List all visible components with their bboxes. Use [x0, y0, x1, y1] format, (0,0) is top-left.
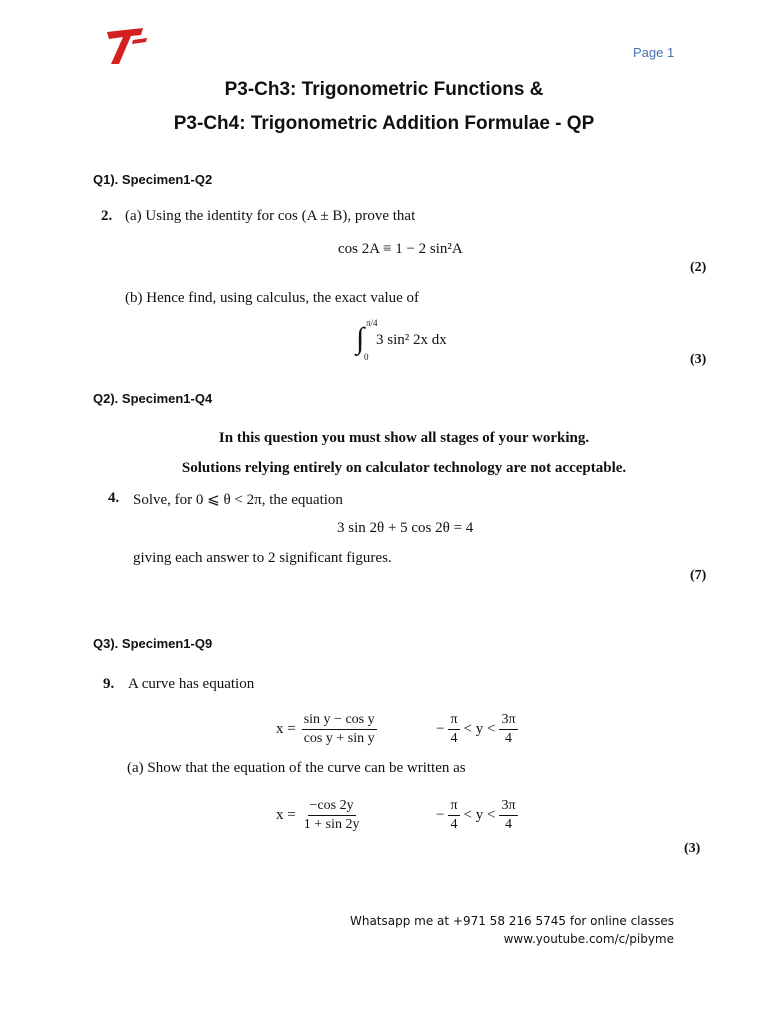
range1-lower-den: 4 — [450, 730, 458, 746]
q3-range-1 — [436, 710, 518, 748]
q2-note: giving each answer to 2 significant figures. — [133, 550, 392, 566]
range1-lower — [448, 711, 459, 748]
page-number: Page 1 — [633, 45, 675, 60]
eq1-fraction — [302, 711, 377, 748]
q2-text: Solve, for 0 ⩽ θ < 2π, the equation — [133, 492, 343, 508]
eq2-lhs: x = — [276, 806, 296, 823]
integrand: 3 sin² 2x dx — [376, 332, 447, 348]
brand-logo-icon — [103, 26, 149, 66]
q2-number: 4. — [108, 490, 120, 506]
q1-integral — [356, 318, 476, 364]
q1-part-a-text: (a) Using the identity for cos (A ± B), prove that — [125, 208, 416, 224]
range2-mid: < y < — [463, 806, 496, 823]
range1-upper-den: 4 — [505, 730, 512, 746]
q1-part-b-text: (b) Hence find, using calculus, the exact value of — [125, 290, 420, 306]
footer — [350, 912, 674, 948]
page-title-line2: P3-Ch4: Trigonometric Addition Formulae - QP — [173, 113, 595, 134]
range1-sign: − — [436, 720, 445, 737]
q3-number: 9. — [103, 676, 115, 692]
q1-identity-formula: cos 2A ≡ 1 − 2 sin²A — [338, 241, 463, 257]
integral-lower-limit: 0 — [364, 352, 369, 362]
range2-lower-den: 4 — [450, 816, 458, 832]
q3-text: A curve has equation — [128, 676, 255, 692]
eq1-denominator: cos y + sin y — [303, 730, 375, 746]
range2-upper-num: 3π — [499, 797, 517, 816]
range2-lower-num: π — [448, 797, 459, 816]
range1-lower-num: π — [448, 711, 459, 730]
range2-sign: − — [436, 806, 445, 823]
range1-mid: < y < — [463, 720, 496, 737]
integral-sign-icon: ∫ — [356, 322, 365, 355]
question-3-heading: Q3). Specimen1-Q9 — [93, 636, 213, 651]
q3-equation-2 — [276, 796, 361, 834]
q2-equation: 3 sin 2θ + 5 cos 2θ = 4 — [337, 520, 474, 536]
q2-marks: (7) — [690, 568, 707, 583]
page-title-line1: P3-Ch3: Trigonometric Functions & — [224, 79, 544, 100]
range2-upper — [499, 797, 517, 834]
q3-marks-a: (3) — [684, 841, 701, 856]
range1-upper — [499, 711, 517, 748]
eq2-numerator: −cos 2y — [308, 797, 356, 816]
range1-upper-num: 3π — [499, 711, 517, 730]
question-2-heading: Q2). Specimen1-Q4 — [93, 391, 213, 406]
q2-instruction-2: Solutions relying entirely on calculator technology are not acceptable. — [181, 460, 627, 476]
q2-instruction-1: In this question you must show all stages of your working. — [218, 430, 590, 446]
q3-equation-1 — [276, 710, 377, 748]
eq1-lhs: x = — [276, 720, 296, 737]
question-1-heading: Q1). Specimen1-Q2 — [93, 172, 213, 187]
q3-part-a-text: (a) Show that the equation of the curve can be written as — [127, 760, 466, 776]
range2-upper-den: 4 — [505, 816, 512, 832]
eq2-fraction — [302, 797, 362, 834]
range2-lower — [448, 797, 459, 834]
q1-number: 2. — [101, 208, 113, 224]
q3-range-2 — [436, 796, 518, 834]
q1-marks-a: (2) — [690, 260, 707, 275]
integral-upper-limit: π/4 — [366, 318, 378, 328]
q1-marks-b: (3) — [690, 352, 707, 367]
footer-whatsapp-text: Whatsapp me at +971 58 216 5745 for online classes — [349, 914, 674, 928]
footer-youtube-link[interactable]: www.youtube.com/c/pibyme — [503, 932, 674, 946]
eq2-denominator: 1 + sin 2y — [303, 816, 360, 832]
eq1-numerator: sin y − cos y — [302, 711, 377, 730]
